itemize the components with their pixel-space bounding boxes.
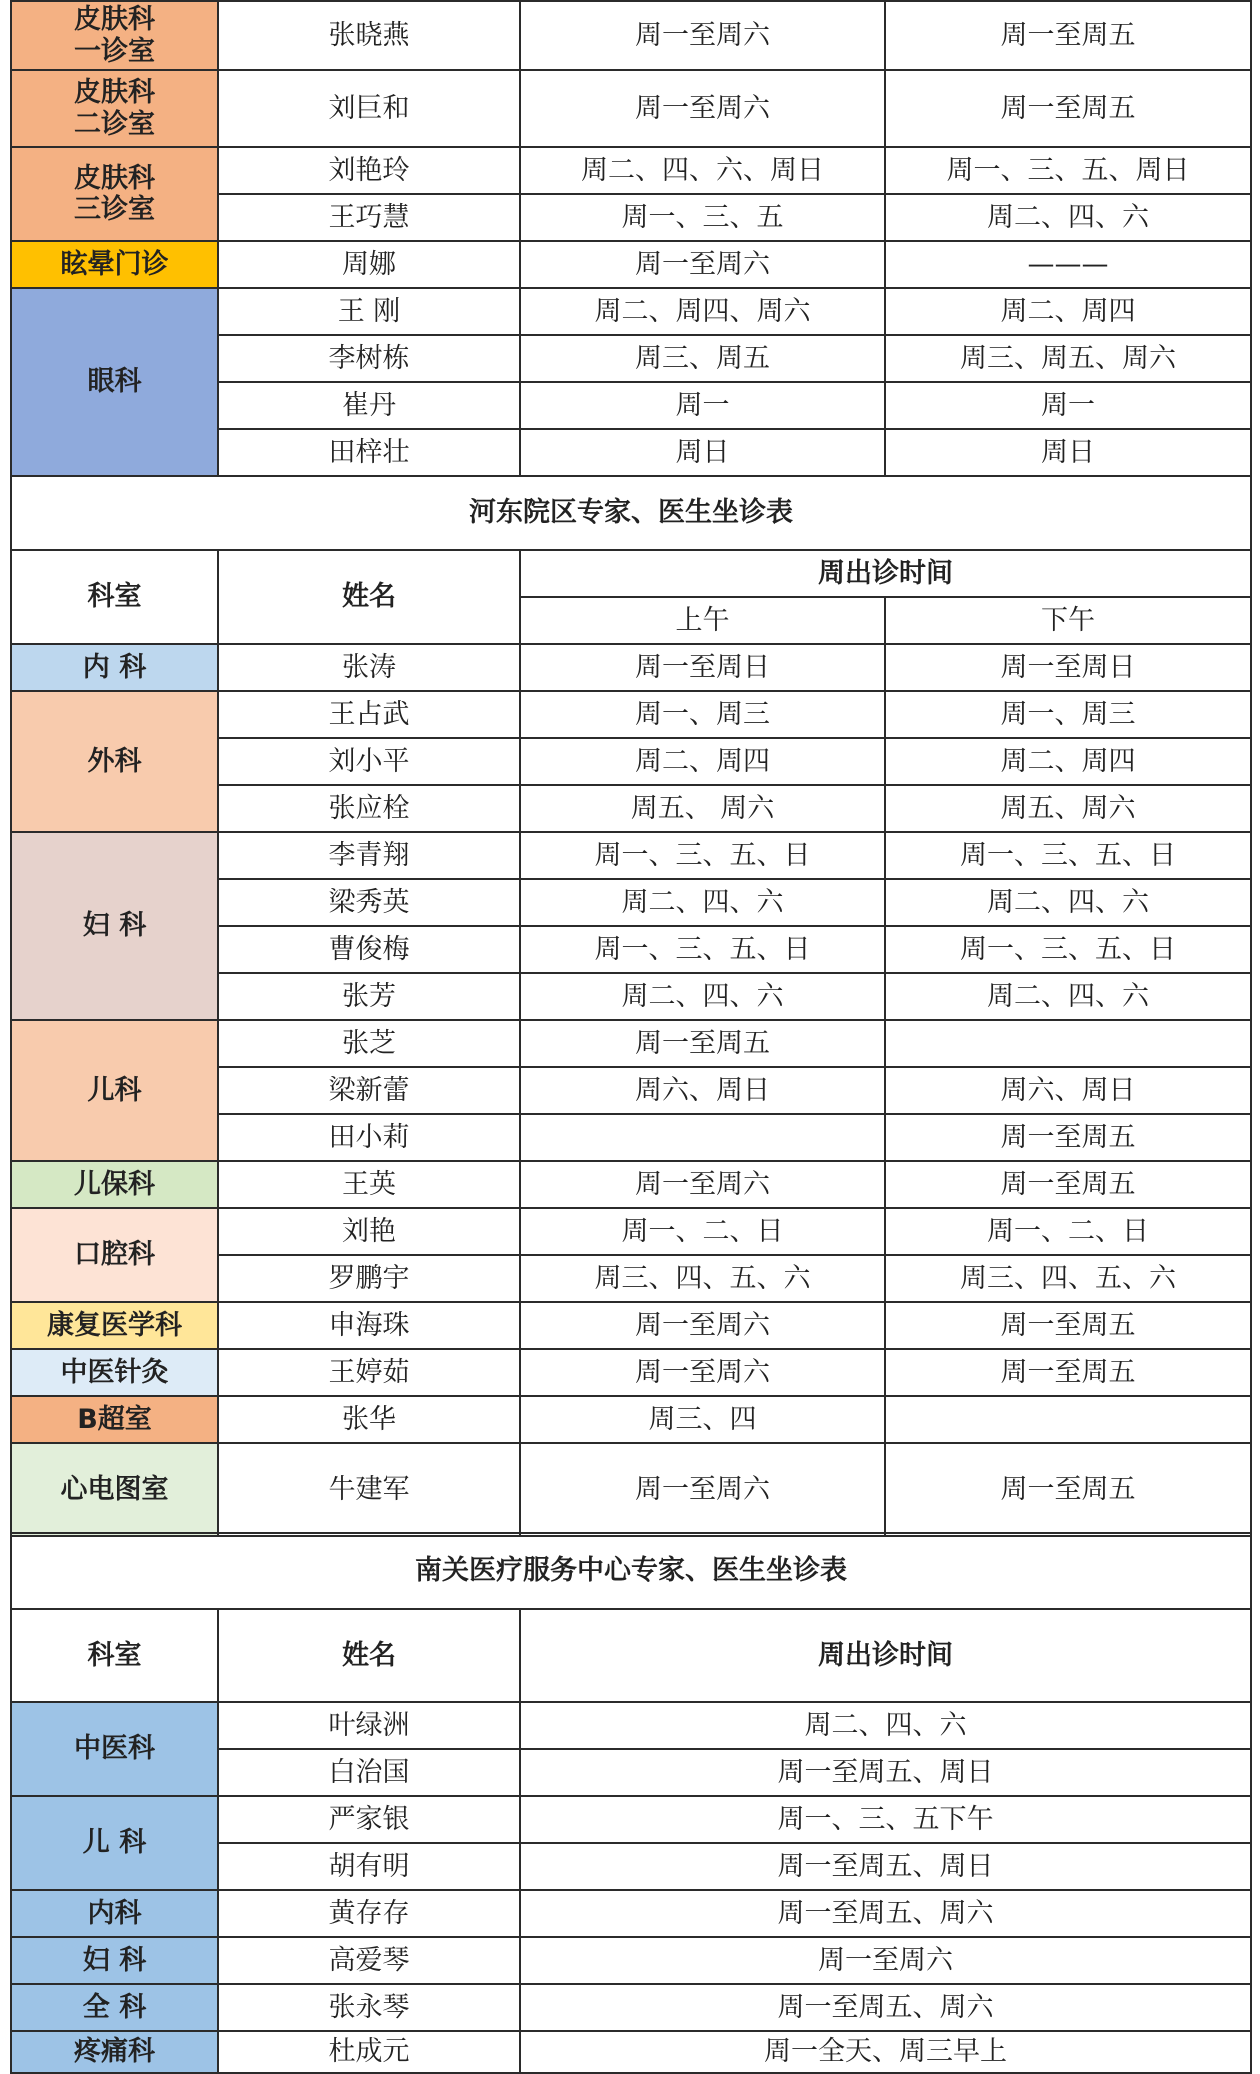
- doctor-name: 杜成元: [218, 2031, 520, 2073]
- am-schedule: 周一至周六: [520, 1349, 885, 1396]
- am-schedule: [520, 1114, 885, 1161]
- pm-schedule: 周二、四、六: [885, 973, 1251, 1020]
- am-schedule: 周日: [520, 429, 885, 476]
- doctor-name: 王 刚: [218, 288, 520, 335]
- pm-schedule: 周三、周五、周六: [885, 335, 1251, 382]
- dept-general: 全 科: [11, 1984, 218, 2031]
- dept-dizziness: 眩晕门诊: [11, 241, 218, 288]
- pm-schedule: 周一、二、日: [885, 1208, 1251, 1255]
- pm-schedule: 周一至周五: [885, 1349, 1251, 1396]
- table-row: [11, 1, 1251, 70]
- am-schedule: 周一至周日: [520, 644, 885, 691]
- am-schedule: 周三、四: [520, 1396, 885, 1443]
- doctor-name: 王巧慧: [218, 194, 520, 241]
- doctor-name: 王占武: [218, 691, 520, 738]
- pm-schedule: 周二、周四: [885, 288, 1251, 335]
- section-title-row: [11, 1533, 1251, 1609]
- pm-schedule: 周二、四、六: [885, 879, 1251, 926]
- header-am: 上午: [520, 597, 885, 644]
- weekly-schedule: 周一至周五、周日: [520, 1843, 1251, 1890]
- pm-schedule: 周五、周六: [885, 785, 1251, 832]
- header-name: 姓名: [218, 550, 520, 644]
- table-row: [11, 832, 1251, 879]
- dept-gynecology: 妇 科: [11, 832, 218, 1020]
- nanguan-title: 南关医疗服务中心专家、医生坐诊表: [11, 1533, 1251, 1609]
- weekly-schedule: 周一至周五、周日: [520, 1749, 1251, 1796]
- dept-gynecology: 妇 科: [11, 1937, 218, 1984]
- doctor-name: 刘巨和: [218, 70, 520, 147]
- am-schedule: 周二、四、六: [520, 879, 885, 926]
- doctor-name: 田梓壮: [218, 429, 520, 476]
- doctor-name: 刘艳: [218, 1208, 520, 1255]
- am-schedule: 周二、周四、周六: [520, 288, 885, 335]
- am-schedule: 周一至周六: [520, 1302, 885, 1349]
- doctor-name: 刘艳玲: [218, 147, 520, 194]
- am-schedule: 周一至周六: [520, 1161, 885, 1208]
- doctor-name: 梁新蕾: [218, 1067, 520, 1114]
- hedong-title: 河东院区专家、医生坐诊表: [11, 476, 1251, 550]
- pm-schedule: 周三、四、五、六: [885, 1255, 1251, 1302]
- top-schedule-table: [10, 0, 1252, 477]
- pm-schedule: 周一至周五: [885, 1, 1251, 70]
- doctor-name: 申海珠: [218, 1302, 520, 1349]
- table-row: [11, 1302, 1251, 1349]
- am-schedule: 周一至周五: [520, 1020, 885, 1067]
- header-row: [11, 1609, 1251, 1702]
- weekly-schedule: 周一、三、五下午: [520, 1796, 1251, 1843]
- table-row: [11, 1984, 1251, 2031]
- doctor-name: 田小莉: [218, 1114, 520, 1161]
- doctor-name: 王英: [218, 1161, 520, 1208]
- dept-ecg: 心电图室: [11, 1443, 218, 1536]
- header-pm: 下午: [885, 597, 1251, 644]
- weekly-schedule: 周二、四、六: [520, 1702, 1251, 1749]
- doctor-name: 胡有明: [218, 1843, 520, 1890]
- am-schedule: 周五、 周六: [520, 785, 885, 832]
- header-name: 姓名: [218, 1609, 520, 1702]
- header-dept: 科室: [11, 550, 218, 644]
- am-schedule: 周六、周日: [520, 1067, 885, 1114]
- am-schedule: 周一至周六: [520, 241, 885, 288]
- doctor-name: 王婷茹: [218, 1349, 520, 1396]
- pm-schedule: [885, 1020, 1251, 1067]
- doctor-name: 曹俊梅: [218, 926, 520, 973]
- pm-schedule: 周一、三、五、日: [885, 832, 1251, 879]
- am-schedule: 周三、四、五、六: [520, 1255, 885, 1302]
- weekly-schedule: 周一至周五、周六: [520, 1890, 1251, 1937]
- doctor-name: 叶绿洲: [218, 1702, 520, 1749]
- dept-pediatrics: 儿 科: [11, 1796, 218, 1890]
- header-time: 周出诊时间: [520, 1609, 1251, 1702]
- am-schedule: 周一、二、日: [520, 1208, 885, 1255]
- table-row: [11, 1937, 1251, 1984]
- am-schedule: 周一、三、五、日: [520, 832, 885, 879]
- dept-internal: 内 科: [11, 644, 218, 691]
- am-schedule: 周二、四、六: [520, 973, 885, 1020]
- table-row: [11, 70, 1251, 147]
- dept-tcm-acupuncture: 中医针灸: [11, 1349, 218, 1396]
- doctor-name: 张应栓: [218, 785, 520, 832]
- pm-schedule: [885, 1396, 1251, 1443]
- table-row: [11, 288, 1251, 335]
- pm-schedule: 周一至周五: [885, 1114, 1251, 1161]
- header-dept: 科室: [11, 1609, 218, 1702]
- pm-schedule: 周一至周五: [885, 1443, 1251, 1536]
- dept-skin-room-3: 皮肤科 三诊室: [11, 147, 218, 241]
- doctor-name: 张晓燕: [218, 1, 520, 70]
- doctor-name: 黄存存: [218, 1890, 520, 1937]
- am-schedule: 周三、周五: [520, 335, 885, 382]
- table-row: [11, 1208, 1251, 1255]
- am-schedule: 周二、四、六、周日: [520, 147, 885, 194]
- pm-schedule: 周一至周五: [885, 70, 1251, 147]
- pm-schedule: 周一、三、五、周日: [885, 147, 1251, 194]
- table-row: [11, 2031, 1251, 2073]
- dept-stomatology: 口腔科: [11, 1208, 218, 1302]
- doctor-name: 崔丹: [218, 382, 520, 429]
- dept-surgery: 外科: [11, 691, 218, 832]
- weekly-schedule: 周一至周六: [520, 1937, 1251, 1984]
- am-schedule: 周一、三、五: [520, 194, 885, 241]
- pm-schedule: 周六、周日: [885, 1067, 1251, 1114]
- pm-schedule: 周二、周四: [885, 738, 1251, 785]
- dept-ophthalmology: 眼科: [11, 288, 218, 476]
- table-row: [11, 691, 1251, 738]
- doctor-name: 刘小平: [218, 738, 520, 785]
- table-row: [11, 1020, 1251, 1067]
- table-row: [11, 1396, 1251, 1443]
- doctor-name: 梁秀英: [218, 879, 520, 926]
- pm-schedule: 周一、三、五、日: [885, 926, 1251, 973]
- pm-schedule: ———: [885, 241, 1251, 288]
- nanguan-schedule-table: [10, 1532, 1252, 2074]
- dept-pain: 疼痛科: [11, 2031, 218, 2073]
- doctor-name: 李青翔: [218, 832, 520, 879]
- doctor-name: 张芳: [218, 973, 520, 1020]
- am-schedule: 周一至周六: [520, 1443, 885, 1536]
- table-row: [11, 1702, 1251, 1749]
- dept-skin-room-2: 皮肤科 二诊室: [11, 70, 218, 147]
- pm-schedule: 周一至周五: [885, 1161, 1251, 1208]
- doctor-name: 白治国: [218, 1749, 520, 1796]
- dept-ultrasound: B超室: [11, 1396, 218, 1443]
- doctor-name: 张芝: [218, 1020, 520, 1067]
- header-row: [11, 550, 1251, 597]
- am-schedule: 周二、周四: [520, 738, 885, 785]
- header-time: 周出诊时间: [520, 550, 1251, 597]
- table-row: [11, 1443, 1251, 1536]
- dept-tcm: 中医科: [11, 1702, 218, 1796]
- doctor-name: 张华: [218, 1396, 520, 1443]
- pm-schedule: 周一至周日: [885, 644, 1251, 691]
- doctor-name: 高爱琴: [218, 1937, 520, 1984]
- pm-schedule: 周日: [885, 429, 1251, 476]
- table-row: [11, 241, 1251, 288]
- doctor-name: 严家银: [218, 1796, 520, 1843]
- am-schedule: 周一至周六: [520, 1, 885, 70]
- table-row: [11, 1890, 1251, 1937]
- pm-schedule: 周一至周五: [885, 1302, 1251, 1349]
- pm-schedule: 周二、四、六: [885, 194, 1251, 241]
- am-schedule: 周一、三、五、日: [520, 926, 885, 973]
- table-row: [11, 1161, 1251, 1208]
- dept-internal: 内科: [11, 1890, 218, 1937]
- am-schedule: 周一: [520, 382, 885, 429]
- weekly-schedule: 周一全天、周三早上: [520, 2031, 1251, 2073]
- section-title-row: [11, 476, 1251, 550]
- doctor-name: 张永琴: [218, 1984, 520, 2031]
- weekly-schedule: 周一至周五、周六: [520, 1984, 1251, 2031]
- table-row: [11, 1796, 1251, 1843]
- dept-pediatrics: 儿科: [11, 1020, 218, 1161]
- doctor-name: 罗鹏宇: [218, 1255, 520, 1302]
- dept-skin-room-1: 皮肤科 一诊室: [11, 1, 218, 70]
- doctor-name: 李树栋: [218, 335, 520, 382]
- doctor-name: 牛建军: [218, 1443, 520, 1536]
- hedong-schedule-table: [10, 475, 1252, 1537]
- doctor-name: 周娜: [218, 241, 520, 288]
- pm-schedule: 周一、周三: [885, 691, 1251, 738]
- am-schedule: 周一至周六: [520, 70, 885, 147]
- dept-child-care: 儿保科: [11, 1161, 218, 1208]
- table-row: [11, 644, 1251, 691]
- pm-schedule: 周一: [885, 382, 1251, 429]
- am-schedule: 周一、周三: [520, 691, 885, 738]
- table-row: [11, 147, 1251, 194]
- table-row: [11, 1349, 1251, 1396]
- doctor-name: 张涛: [218, 644, 520, 691]
- dept-rehabilitation: 康复医学科: [11, 1302, 218, 1349]
